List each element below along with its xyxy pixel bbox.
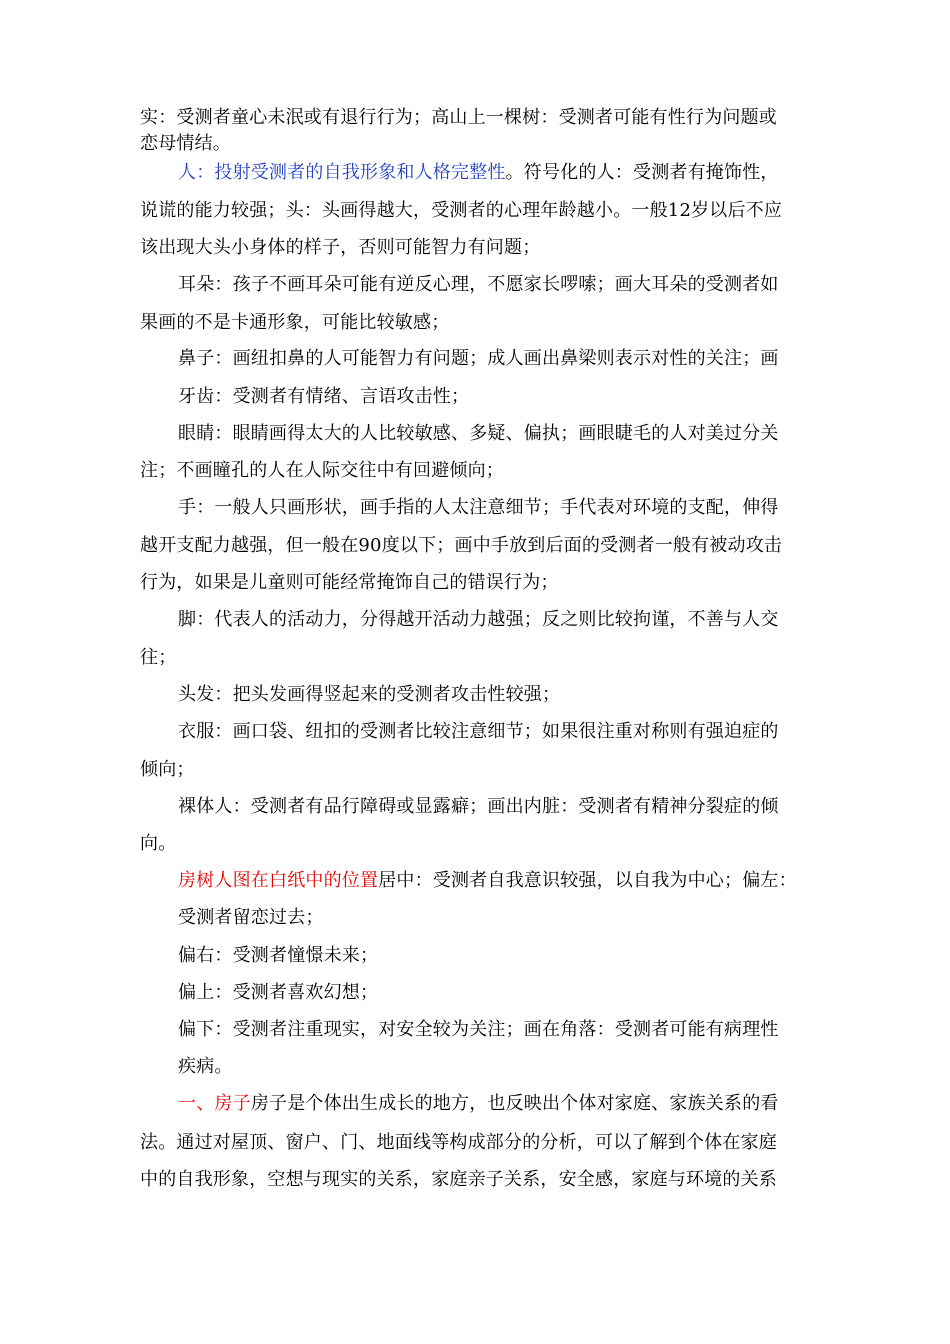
text-line xyxy=(178,720,779,744)
text-line xyxy=(178,161,779,185)
text-run: 房子是个体出生成长的地方，也反映出个体对家庭、家族关系的看 xyxy=(250,1093,779,1114)
text-line xyxy=(140,311,449,335)
text-line xyxy=(140,758,195,782)
text-run: 注；不画瞳孔的人在人际交往中有回避倾向； xyxy=(140,460,504,481)
text-run: 。符号化的人：受测者有掩饰性， xyxy=(505,162,779,183)
highlighted-heading: 房树人图在白纸中的位置 xyxy=(178,870,379,891)
text-line xyxy=(178,347,779,371)
text-run: 说谎的能力较强；头：头画得越大，受测者的心理年龄越小。一般12岁以后不应 xyxy=(140,200,783,221)
text-line xyxy=(140,1131,777,1155)
highlighted-heading: 一、房子 xyxy=(178,1093,251,1114)
text-line xyxy=(178,1055,233,1079)
text-run: 裸体人：受测者有品行障碍或显露癖；画出内脏：受测者有精神分裂症的倾 xyxy=(178,796,779,817)
text-line xyxy=(178,385,469,409)
text-line xyxy=(140,199,782,223)
text-line xyxy=(140,106,777,130)
text-line xyxy=(178,981,378,1005)
text-line xyxy=(140,132,231,156)
text-line xyxy=(178,683,560,707)
text-run: 法。通过对屋顶、窗户、门、地面线等构成部分的分析，可以了解到个体在家庭 xyxy=(140,1132,777,1153)
text-run: 受测者留恋过去； xyxy=(178,907,324,928)
text-line xyxy=(140,646,176,670)
text-run: 偏右：受测者憧憬未来； xyxy=(178,945,379,966)
text-line xyxy=(178,869,797,893)
text-run: 鼻子：画纽扣鼻的人可能智力有问题；成人画出鼻梁则表示对性的关注；画 xyxy=(178,348,779,369)
text-run: 衣服：画口袋、纽扣的受测者比较注意细节；如果很注重对称则有强迫症的 xyxy=(178,721,779,742)
text-line xyxy=(178,906,324,930)
text-line xyxy=(140,459,504,483)
text-line xyxy=(178,944,378,968)
text-run: 果画的不是卡通形象，可能比较敏感； xyxy=(140,312,450,333)
text-run: 恋母情结。 xyxy=(140,133,231,154)
text-run: 眼睛：眼睛画得太大的人比较敏感、多疑、偏执；画眼睫毛的人对美过分关 xyxy=(178,423,779,444)
text-run: 疾病。 xyxy=(178,1056,233,1077)
text-line xyxy=(140,534,782,558)
text-run: 偏上：受测者喜欢幻想； xyxy=(178,982,379,1003)
text-line xyxy=(178,608,779,632)
highlighted-heading: 人：投射受测者的自我形象和人格完整性 xyxy=(178,162,506,183)
text-line xyxy=(140,571,559,595)
text-run: 实：受测者童心未泯或有退行行为；高山上一棵树：受测者可能有性行为问题或 xyxy=(140,107,777,128)
text-run: 向。 xyxy=(140,833,177,854)
text-line xyxy=(178,1018,779,1042)
text-run: 该出现大头小身体的样子，否则可能智力有问题； xyxy=(140,237,541,258)
text-run: 偏下：受测者注重现实，对安全较为关注；画在角落：受测者可能有病理性 xyxy=(178,1019,779,1040)
text-run: 手：一般人只画形状，画手指的人太注意细节；手代表对环境的支配，伸得 xyxy=(178,497,779,518)
text-run: 倾向； xyxy=(140,759,195,780)
text-line xyxy=(178,496,779,520)
text-run: 脚：代表人的活动力，分得越开活动力越强；反之则比较拘谨，不善与人交 xyxy=(178,609,779,630)
text-line xyxy=(140,1168,777,1192)
text-run: 越开支配力越强，但一般在90度以下；画中手放到后面的受测者一般有被动攻击 xyxy=(140,535,783,556)
text-run: 耳朵：孩子不画耳朵可能有逆反心理，不愿家长啰嗦；画大耳朵的受测者如 xyxy=(178,274,779,295)
text-run: 头发：把头发画得竖起来的受测者攻击性较强； xyxy=(178,684,561,705)
text-run: 牙齿：受测者有情绪、言语攻击性； xyxy=(178,386,470,407)
text-line xyxy=(178,273,779,297)
text-run: 居中：受测者自我意识较强，以自我为中心；偏左： xyxy=(378,870,797,891)
text-line xyxy=(140,236,540,260)
text-run: 中的自我形象，空想与现实的关系，家庭亲子关系，安全感，家庭与环境的关系 xyxy=(140,1169,777,1190)
text-line xyxy=(178,795,779,819)
text-run: 行为，如果是儿童则可能经常掩饰自己的错误行为； xyxy=(140,572,559,593)
text-line xyxy=(178,422,779,446)
text-run: 往； xyxy=(140,647,177,668)
text-line xyxy=(140,832,176,856)
text-line xyxy=(178,1092,779,1116)
